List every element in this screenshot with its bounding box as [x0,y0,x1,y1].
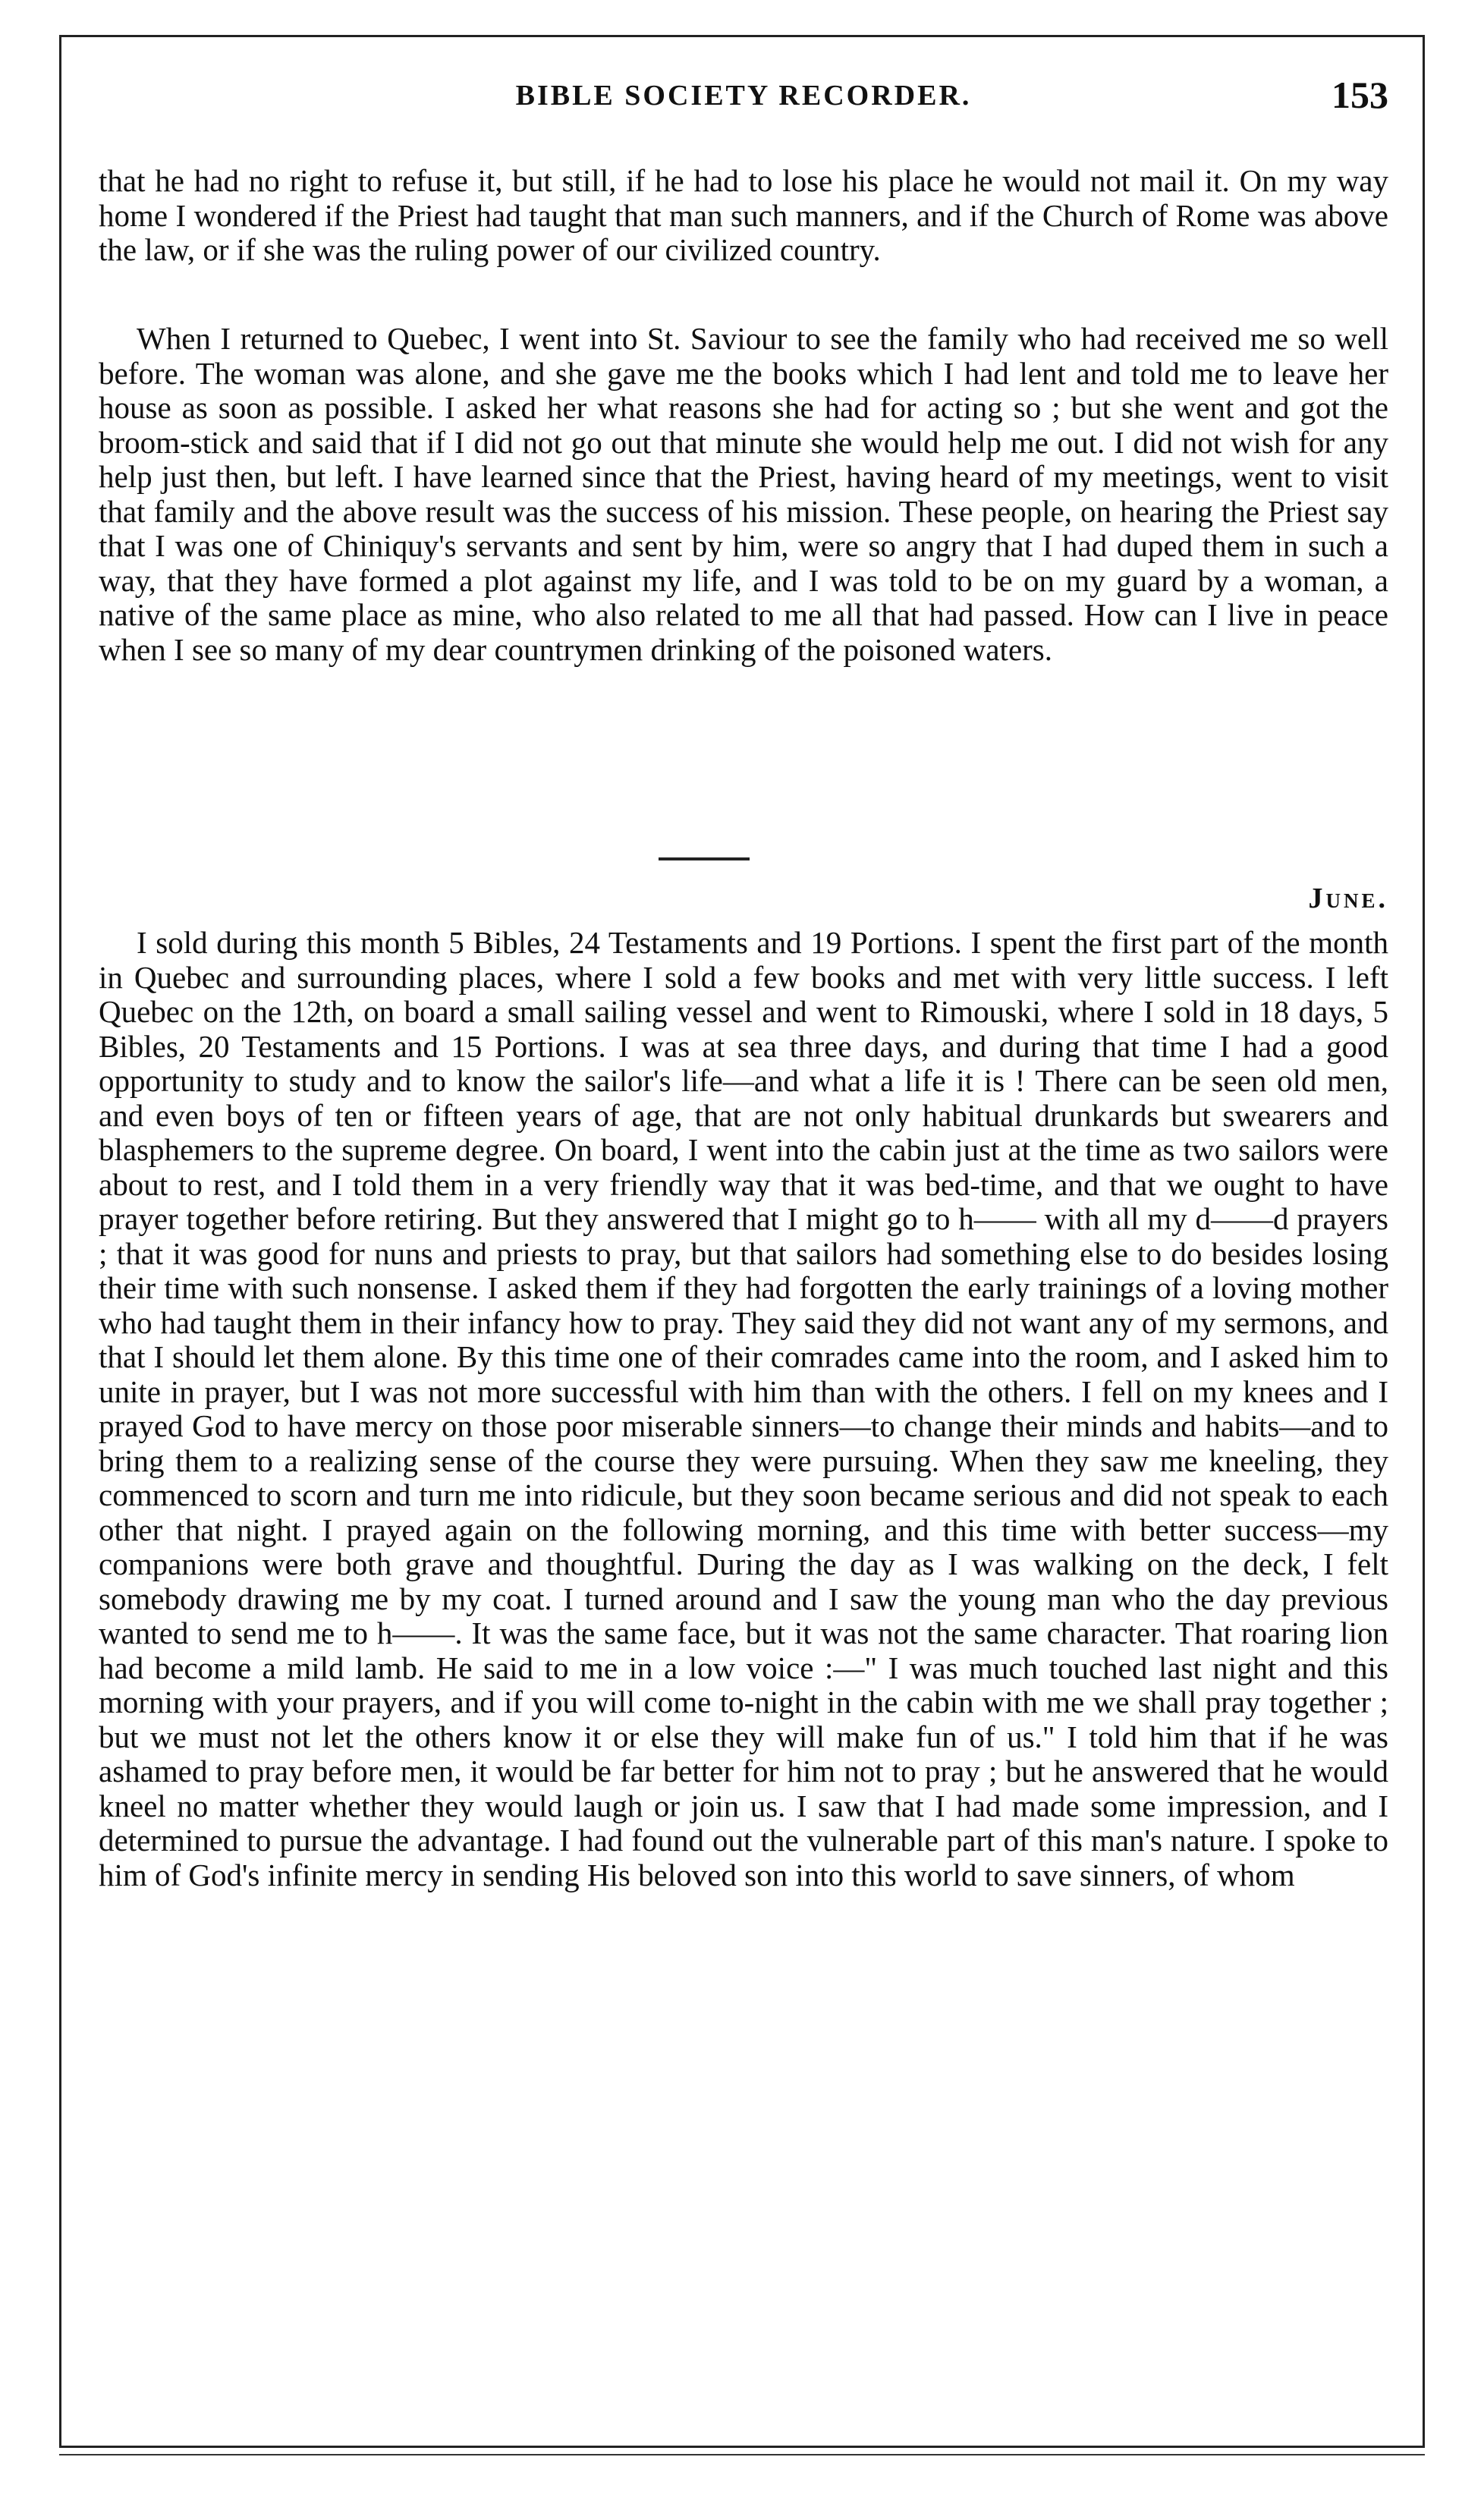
section-heading-june: June. [1308,882,1388,914]
paragraph-1: that he had no right to refuse it, but still, if he had to lose his place he would not mail it. On my way home I wondered if the Priest had taught that man such manners, and if the Church of Rome was above the law, or if she was the ruling power of our civilized country. [99,163,1388,267]
paragraph-quebec-return [99,322,1388,667]
page-number: 153 [1332,74,1388,116]
section-divider [659,857,750,860]
paragraph-3: I sold during this month 5 Bibles, 24 Testaments and 19 Portions. I spent the first part of the month in Quebec and surrounding places, where I sold a few books and met with very little success. I left Quebec on the 12th, on board a small sailing vessel and went to Rimouski, where I sold in 18 days, 5 Bibles, 20 Testaments and 15 Portions. I was at sea three days, and during that time I had a good opportunity to study and to know the sailor's life—and what a life it is ! There can be seen old men, and even boys of ten or fifteen years of age, that are not only habitual drunkards but swearers and blasphemers to the supreme degree. On board, I went into the cabin just at the time as two sailors were about to rest, and I told them in a very friendly way that it was bed-time, and that we ought to have prayer together before retiring. But they answered that I might go to h—— with all my d——d prayers ; that it was good for nuns and priests to pray, but that sailors had something else to do besides losing their time with such nonsense. I asked them if they had forgotten the early trainings of a loving mother who had taught them in their infancy how to pray. They said they did not want any of my sermons, and that I should let them alone. By this time one of their comrades came into the room, and I asked him to unite in prayer, but I was not more successful with him than with the others. I fell on my knees and I prayed God to have mercy on those poor miserable sinners—to change their minds and habits—and to bring them to a realizing sense of the course they were pursuing. When they saw me kneeling, they commenced to scorn and turn me into ridicule, but they soon became serious and did not speak to each other that night. I prayed again on the following morning, and this time with better success—my companions were both grave and thoughtful. During the day as I was walking on the deck, I felt somebody drawing me by my coat. I turned around and I saw the young man who the day previous wanted to send me to h——. It was the same face, but it was not the same character. That roaring lion had become a mild lamb. He said to me in a low voice :—" I was much touched last night and this morning with your prayers, and if you will come to-night in the cabin with me we shall pray together ; but we must not let the others know it or else they will make fun of us." I told him that if he was ashamed to pray before men, it would be far better for him not to pray ; but he answered that he would kneel no matter whether they would laugh or join us. I saw that I had made some impression, and I determined to pursue the advantage. I had found out the vulnerable part of this man's nature. I spoke to him of God's infinite mercy in sending His beloved son into this world to save sinners, of whom [99,925,1388,1892]
bottom-rule [59,2454,1425,2455]
paragraph-june-report [99,926,1388,1892]
running-title: BIBLE SOCIETY RECORDER. [515,80,972,112]
paragraph-continuation [99,164,1388,268]
page-header [99,73,1388,126]
paragraph-2: When I returned to Quebec, I went into St. Saviour to see the family who had received me so well before. The woman was alone, and she gave me the books which I had lent and told me to leave her house as soon as possible. I asked her what reasons she had for acting so ; but she went and got the broom-stick and said that if I did not go out that minute she would help me out. I did not wish for any help just then, but left. I have learned since that the Priest, having heard of my meetings, went to visit that family and the above result was the success of his mission. These people, on hearing the Priest say that I was one of Chiniquy's servants and sent by him, were so angry that I had duped them in such a way, that they have formed a plot against my life, and I was told to be on my guard by a woman, a native of the same place as mine, who also related to me all that had passed. How can I live in peace when I see so many of my dear countrymen drinking of the poisoned waters. [99,321,1388,667]
